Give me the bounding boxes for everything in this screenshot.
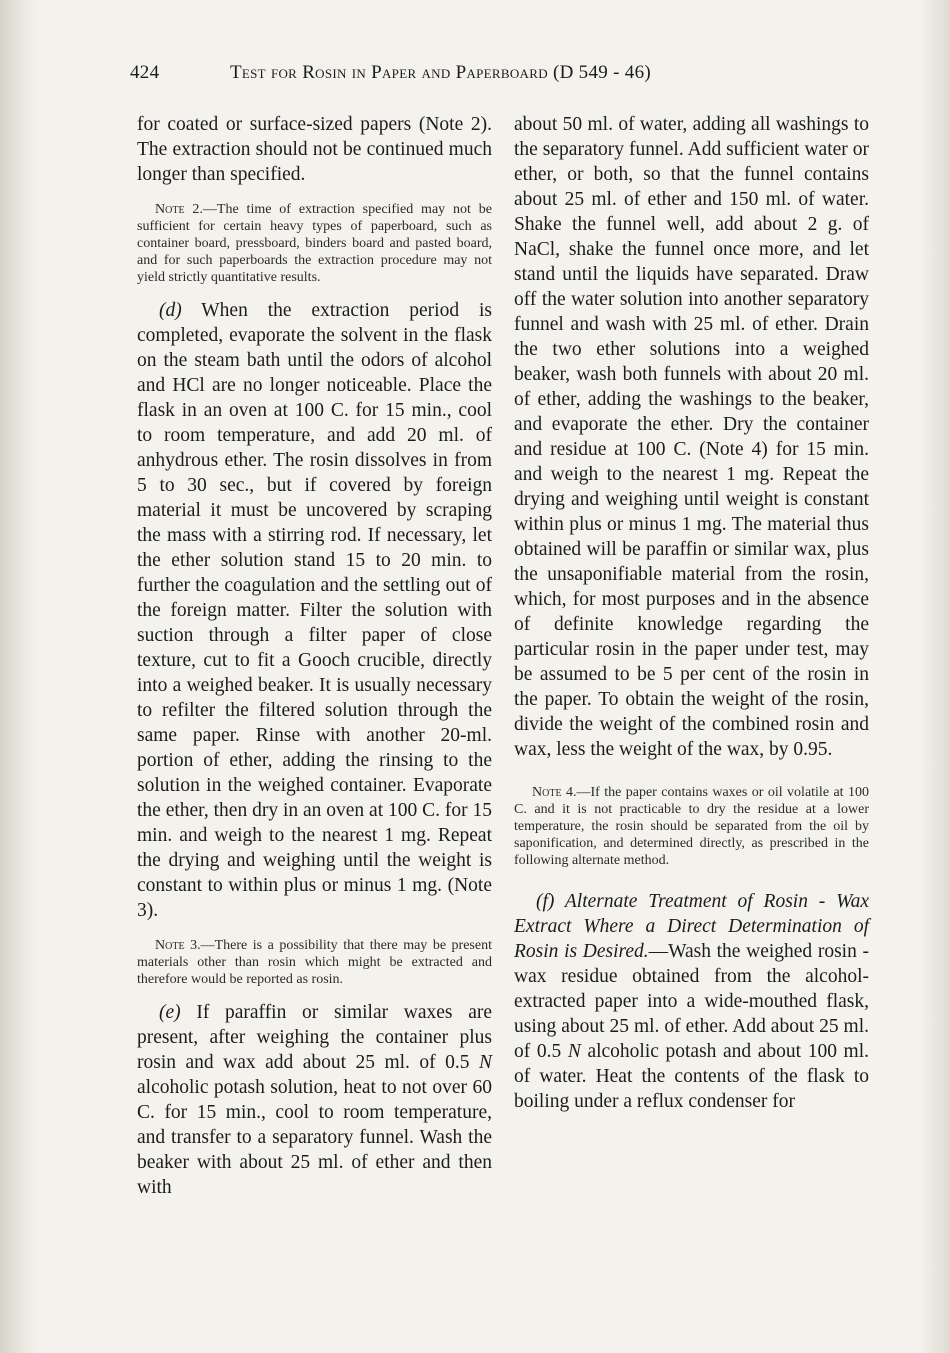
paragraph-f bbox=[514, 889, 869, 1114]
left-column bbox=[137, 112, 492, 1200]
note-4-text: —If the paper contains waxes or oil volatile at 100 C. and it is not practicable to dry the residue at a lower temperature, the rosin should be separated from the oil by saponification, and determined directly, as prescribed in the following alternate method. bbox=[514, 785, 869, 868]
paragraph-e-label: (e) bbox=[159, 1002, 181, 1023]
paragraph-e-continued: about 50 ml. of water, adding all washings to the separatory funnel. Add sufficient water or ether, or both, so that the funnel contains about 25 ml. of ether and 150 ml. of water. Shake the funnel well, add about 2 g. of NaCl, shake the funnel once more, and let stand until the liquids have separated. Draw off the water solution into another separatory funnel and wash with 25 ml. of ether. Drain the two ether solutions into a weighed beaker, wash both funnels with about 20 ml. of ether, adding the washings to the beaker, and evaporate the ether. Dry the container and residue at 100 C. (Note 4) for 15 min. and weigh to the nearest 1 mg. Repeat the drying and weighing until weight is constant within plus or minus 1 mg. The material thus obtained will be paraffin or similar wax, plus the unsaponifiable material from the rosin, which, for most purposes and in the absence of definite knowledge regarding the particular rosin in the paper under test, may be assumed to be 5 per cent of the rosin in the paper. To obtain the weight of the rosin, divide the weight of the combined rosin and wax, less the weight of the wax, by 0.95. bbox=[514, 114, 869, 760]
paragraph-e-text-2: alcoholic potash solution, heat to not over 60 C. for 15 min., cool to room temperature, and transfer to a separatory funnel. Wash the beaker with about 25 ml. of ether and then with bbox=[137, 1077, 492, 1198]
note-3 bbox=[137, 937, 492, 988]
paragraph-d-text: When the extraction period is completed, evaporate the solvent in the flask on the steam bath until the odors of alcohol and HCl are no longer noticeable. Place the flask in an oven at 100 C. for 15 min., cool to room temperature, and add 20 ml. of anhydrous ether. The rosin dissolves in from 5 to 30 sec., but if covered by foreign material it must be uncovered by scraping the mass with a stirring rod. If necessary, let the ether solution stand 15 to 20 min. to further the coagulation and the settling out of the foreign matter. Filter the solution with suction through a filter paper of close texture, cut to fit a Gooch crucible, directly into a weighed beaker. It is usually necessary to refilter the filtered solution through the same paper. Rinse with another 20-ml. portion of ether, adding the rinsing to the solution in the weighed container. Evaporate the ether, then dry in an oven at 100 C. for 15 min. and weigh to the nearest 1 mg. Repeat the drying and weighing until the weight is constant to within plus or minus 1 mg. (Note 3). bbox=[137, 300, 492, 921]
paragraph-f-text-2: alcoholic potash and about 100 ml. of water. Heat the contents of the flask to boiling under a reflux condenser for bbox=[514, 1041, 869, 1112]
note-2 bbox=[137, 201, 492, 286]
paragraph-d bbox=[137, 298, 492, 923]
right-column bbox=[514, 112, 869, 1114]
paragraph-f-heading: Alternate Treatment of Rosin - Wax Extract Where a Direct Determination of Rosin is Desired. bbox=[514, 891, 869, 962]
note-4-label: Note 4. bbox=[532, 785, 577, 800]
paragraph-f-label: (f) bbox=[536, 891, 555, 912]
note-2-label: Note 2. bbox=[155, 202, 203, 217]
paragraph-e-normality: N bbox=[478, 1052, 492, 1073]
note-2-text: —The time of extraction specified may not be sufficient for certain heavy types of paperboard, such as container board, pressboard, binders board and pasted board, and for such paperboards the extraction procedure may not yield strictly quantitative results. bbox=[137, 202, 492, 285]
running-title: Test for Rosin in Paper and Paperboard (D 549 - 46) bbox=[230, 62, 651, 83]
note-3-text: —There is a possibility that there may be present materials other than rosin which might be extracted and therefore would be reported as rosin. bbox=[137, 938, 492, 987]
scan-edge-right bbox=[920, 0, 950, 1353]
paragraph-f-text-1: —Wash the weighed rosin - wax residue obtained from the alcohol-extracted paper into a wide-mouthed flask, using about 25 ml. of ether. Add about 25 ml. of 0.5 bbox=[514, 941, 869, 1062]
paragraph-e bbox=[137, 1000, 492, 1200]
paragraph-f-normality: N bbox=[567, 1041, 581, 1062]
paragraph-continued: for coated or surface-sized papers (Note 2). The extraction should not be continued much longer than specified. bbox=[137, 114, 492, 185]
note-3-label: Note 3. bbox=[155, 938, 201, 953]
paragraph-d-label: (d) bbox=[159, 300, 182, 321]
scan-edge-left bbox=[0, 0, 40, 1353]
paragraph-e-text-1: If paraffin or similar waxes are present, after weighing the container plus rosin and wax add about 25 ml. of 0.5 bbox=[137, 1002, 492, 1073]
note-4 bbox=[514, 784, 869, 869]
page-number: 424 bbox=[130, 62, 160, 83]
